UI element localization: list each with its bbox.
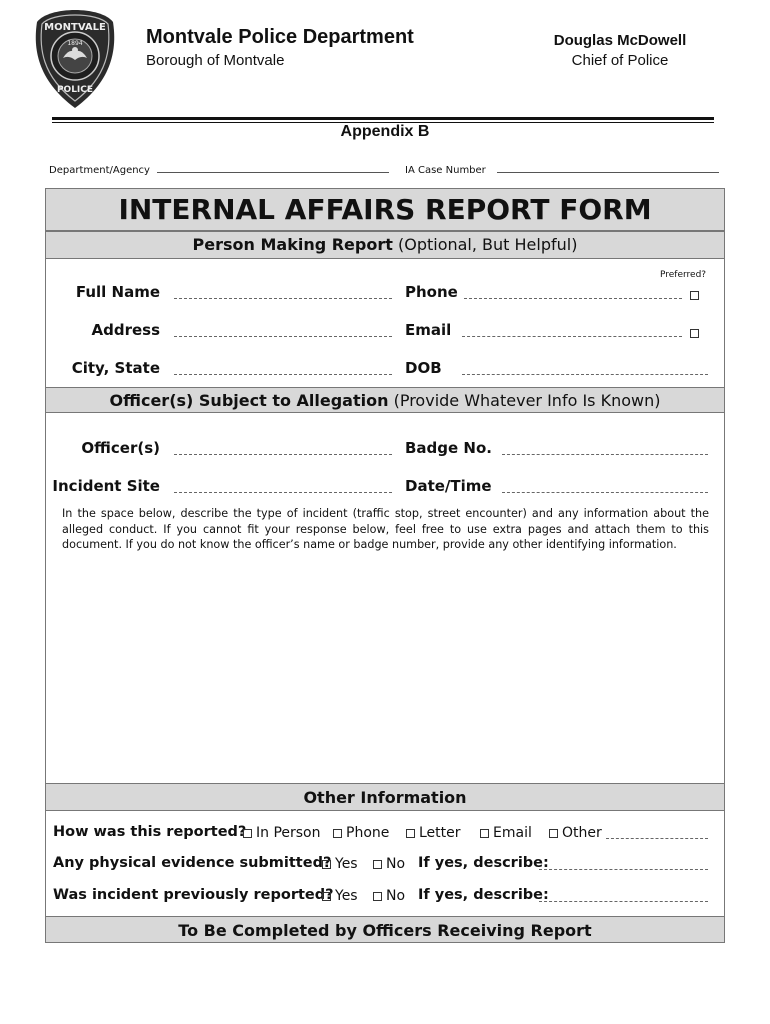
in-person-checkbox[interactable] xyxy=(243,829,252,838)
evidence-yes[interactable]: Yes xyxy=(322,856,358,872)
form-title: INTERNAL AFFAIRS REPORT FORM xyxy=(46,189,724,231)
how-reported-label: How was this reported? xyxy=(53,824,247,840)
other-checkbox[interactable] xyxy=(549,829,558,838)
officers-label: Officer(s) xyxy=(81,439,160,457)
evidence-describe-label: If yes, describe: xyxy=(418,855,549,871)
previously-reported-label: Was incident previously reported? xyxy=(53,887,334,903)
option-email[interactable]: Email xyxy=(480,825,532,841)
letter-checkbox[interactable] xyxy=(406,829,415,838)
phone-checkbox[interactable] xyxy=(333,829,342,838)
preferred-label: Preferred? xyxy=(660,270,707,280)
phone-preferred-checkbox[interactable] xyxy=(690,291,699,300)
ia-case-number-label: IA Case Number xyxy=(405,165,486,176)
department-name: Montvale Police Department xyxy=(146,26,414,48)
borough-name: Borough of Montvale xyxy=(146,52,285,69)
section-officers-note: (Provide Whatever Info Is Known) xyxy=(393,391,661,410)
evidence-describe-field[interactable] xyxy=(539,869,708,870)
previously-describe-label: If yes, describe: xyxy=(418,887,549,903)
section-person-title: Person Making Report xyxy=(192,235,393,254)
email-field[interactable] xyxy=(462,336,682,337)
previously-describe-field[interactable] xyxy=(539,901,708,902)
option-phone[interactable]: Phone xyxy=(333,825,389,841)
dob-label: DOB xyxy=(405,359,442,377)
badge-number-field[interactable] xyxy=(502,454,708,455)
section-person-making-report xyxy=(46,231,724,259)
date-time-label: Date/Time xyxy=(405,477,492,495)
option-letter[interactable]: Letter xyxy=(406,825,461,841)
dob-field[interactable] xyxy=(462,374,708,375)
email-checkbox[interactable] xyxy=(480,829,489,838)
physical-evidence-label: Any physical evidence submitted? xyxy=(53,855,332,871)
previously-no[interactable]: No xyxy=(373,888,405,904)
full-name-field[interactable] xyxy=(174,298,392,299)
svg-text:1894: 1894 xyxy=(67,40,83,47)
incident-site-label: Incident Site xyxy=(52,477,160,495)
city-state-field[interactable] xyxy=(174,374,392,375)
previously-no-checkbox[interactable] xyxy=(373,892,382,901)
incident-site-field[interactable] xyxy=(174,492,392,493)
option-in-person[interactable]: In Person xyxy=(243,825,321,841)
email-label: Email xyxy=(405,321,452,339)
address-field[interactable] xyxy=(174,336,392,337)
full-name-label: Full Name xyxy=(75,283,160,301)
department-agency-field[interactable] xyxy=(49,163,389,176)
address-label: Address xyxy=(91,321,160,339)
other-field[interactable] xyxy=(606,838,708,839)
email-preferred-checkbox[interactable] xyxy=(690,329,699,338)
option-other[interactable]: Other xyxy=(549,825,602,841)
section-other-information: Other Information xyxy=(46,783,724,811)
evidence-yes-checkbox[interactable] xyxy=(322,860,331,869)
phone-label: Phone xyxy=(405,283,458,301)
previously-yes[interactable]: Yes xyxy=(322,888,358,904)
svg-text:POLICE: POLICE xyxy=(56,85,94,95)
officers-field[interactable] xyxy=(174,454,392,455)
date-time-field[interactable] xyxy=(502,492,708,493)
chief-title: Chief of Police xyxy=(571,52,669,69)
incident-description-area[interactable] xyxy=(62,560,709,776)
header-rule-thick xyxy=(52,117,714,120)
department-agency-line[interactable] xyxy=(157,163,389,173)
ia-case-number-line[interactable] xyxy=(497,163,719,173)
phone-field[interactable] xyxy=(464,298,682,299)
evidence-no-checkbox[interactable] xyxy=(373,860,382,869)
ia-case-number-field[interactable] xyxy=(405,163,719,176)
city-state-label: City, State xyxy=(71,359,160,377)
svg-text:MONTVALE: MONTVALE xyxy=(44,22,106,33)
badge-number-label: Badge No. xyxy=(405,439,492,457)
appendix-title: Appendix B xyxy=(340,123,430,140)
section-officers-subject xyxy=(46,387,724,413)
section-person-note: (Optional, But Helpful) xyxy=(397,235,578,254)
police-seal-logo xyxy=(33,8,117,110)
previously-yes-checkbox[interactable] xyxy=(322,892,331,901)
officers-receiving-report-bar: To Be Completed by Officers Receiving Report xyxy=(46,916,724,943)
chief-name: Douglas McDowell xyxy=(553,32,687,49)
incident-instructions: In the space below, describe the type of incident (traffic stop, street encounter) and any information about the alleged conduct. If you cannot fit your response below, feel free to use extra pages and attach them to this document. If you do not know the officer’s name or badge number, provide any other identifying information. xyxy=(62,507,709,551)
section-officers-title: Officer(s) Subject to Allegation xyxy=(109,391,389,410)
evidence-no[interactable]: No xyxy=(373,856,405,872)
department-agency-label: Department/Agency xyxy=(49,165,150,176)
